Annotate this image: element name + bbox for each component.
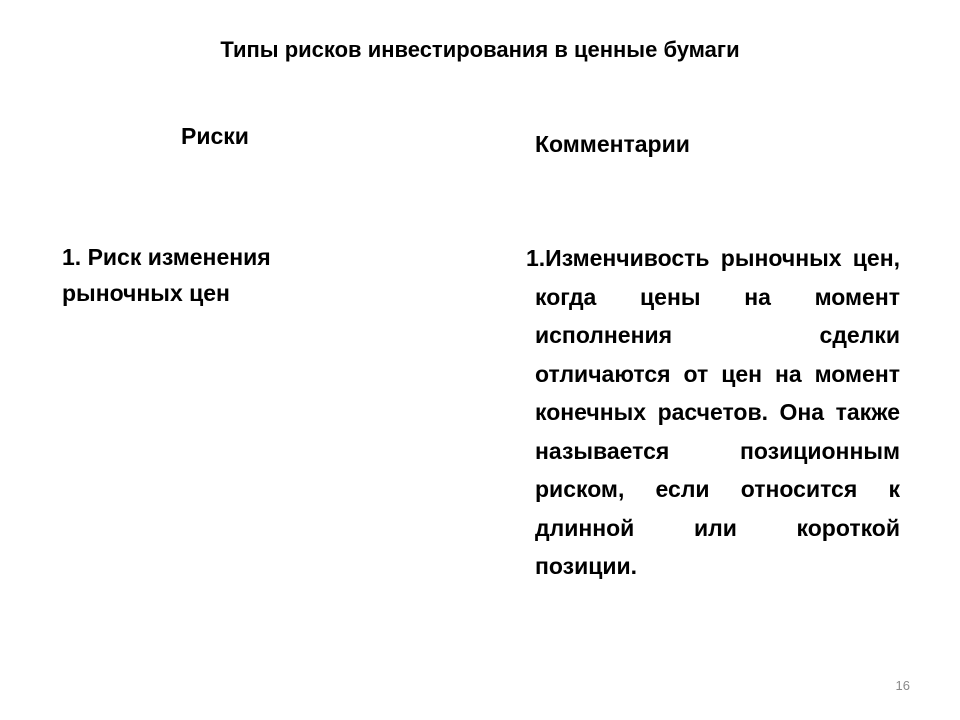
page-number: 16 xyxy=(895,678,910,693)
comment-item: 1.Изменчивость рыночных цен, когда цены на момент исполнения сделки отличаются от цен на момент конечных расчетов. Она также называется позиционным риском, если относится к длинной или короткой позиции. xyxy=(526,245,900,579)
comments-column-header: Комментарии xyxy=(535,131,690,157)
risk-item: 1. Риск изменения рыночных цен xyxy=(62,244,271,306)
slide-title: Типы рисков инвестирования в ценные бумаги xyxy=(220,37,740,62)
risks-column-header: Риски xyxy=(181,123,249,149)
